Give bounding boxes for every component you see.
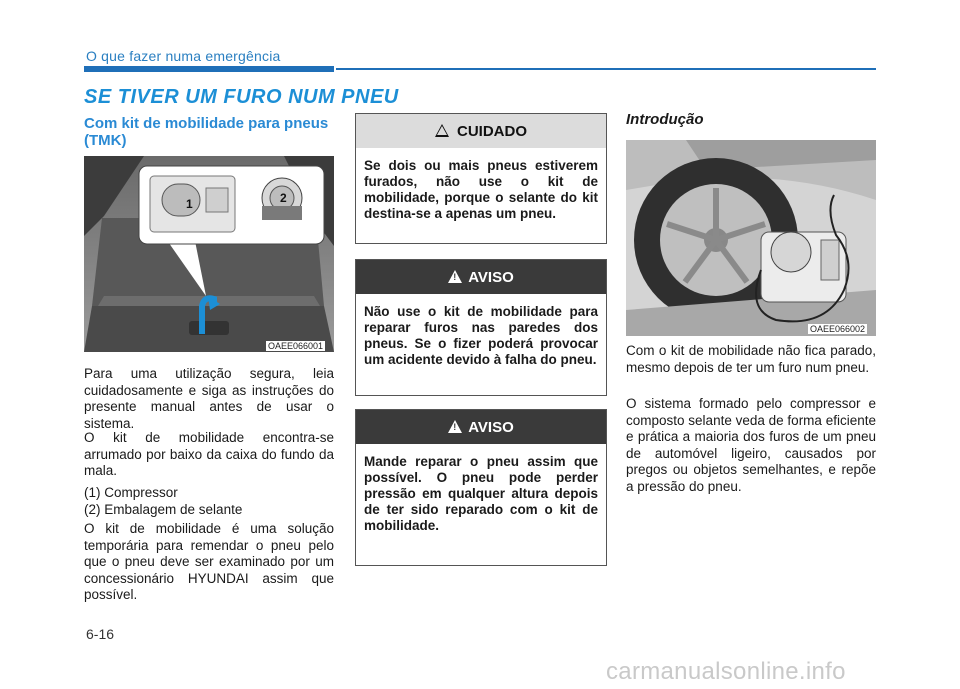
- paragraph-temporary: O kit de mobilidade é uma solução temporária para remendar o pneu pelo que o pneu deve ser examinado por um concessionário HYUNDAI assim que possível.: [84, 521, 334, 602]
- caution-text: Se dois ou mais pneus estiverem furados, não use o kit de mobilidade, porque o selante do kit destina-se a apenas um pneu.: [364, 158, 598, 221]
- warning-box-1: [355, 259, 607, 396]
- trunk-illustration: [84, 156, 334, 352]
- page-number: 6-16: [86, 626, 115, 642]
- warning-header-2: [356, 410, 606, 444]
- paragraph-location: O kit de mobilidade encontra-se arrumado por baixo da caixa do fundo da mala.: [84, 430, 334, 478]
- warning-label-1: AVISO: [468, 268, 514, 286]
- section-title: SE TIVER UM FURO NUM PNEU: [84, 86, 399, 108]
- caution-header: [356, 114, 606, 148]
- warning-header-1: [356, 260, 606, 294]
- caution-label: CUIDADO: [457, 122, 527, 140]
- warning-label-2: AVISO: [468, 418, 514, 436]
- watermark: carmanualsonline.info: [606, 658, 846, 685]
- photo-code-trunk: OAEE066001: [268, 341, 324, 351]
- header-bar-thick: [84, 66, 334, 72]
- tire-illustration: [626, 140, 876, 336]
- trunk-photo: [84, 156, 334, 352]
- chapter-header: O que fazer numa emergência: [86, 48, 281, 64]
- warning-icon: [448, 420, 462, 433]
- warning-text-1: Não use o kit de mobilidade para reparar furos nas paredes dos pneus. Se o fizer poderá provocar um acidente devido à falha do pneu.: [364, 304, 598, 367]
- warning-icon: [448, 270, 462, 283]
- photo-code-tire: OAEE066002: [810, 324, 866, 334]
- paragraph-system: O sistema formado pelo compressor e composto selante veda de forma eficiente e prática a maioria dos furos de um pneu de automóvel ligeiro, causados por pregos ou objetos semelhantes, e repõe a pressão do pneu.: [626, 396, 876, 494]
- tire-photo: [626, 140, 876, 336]
- caution-icon: [435, 124, 449, 137]
- callout-compressor: 1: [186, 197, 193, 211]
- callout-sealant: 2: [280, 191, 287, 205]
- paragraph-safety: Para uma utilização segura, leia cuidadosamente e siga as instruções do presente manual antes de usar o sistema.: [84, 366, 334, 431]
- caution-box: [355, 113, 607, 244]
- list-item-compressor: (1) Compressor: [84, 485, 178, 500]
- paragraph-intro: Com o kit de mobilidade não fica parado, mesmo depois de ter um furo num pneu.: [626, 343, 876, 375]
- header-bar-thin: [336, 68, 876, 70]
- warning-text-2: Mande reparar o pneu assim que possível. O pneu pode perder pressão em qualquer altura depois de ter sido reparado com o kit de mobilidade.: [364, 454, 598, 533]
- list-item-sealant: (2) Embalagem de selante: [84, 502, 243, 517]
- subsection-title: Com kit de mobilidade para pneus (TMK): [84, 115, 329, 149]
- intro-title: Introdução: [626, 111, 704, 128]
- warning-box-2: [355, 409, 607, 566]
